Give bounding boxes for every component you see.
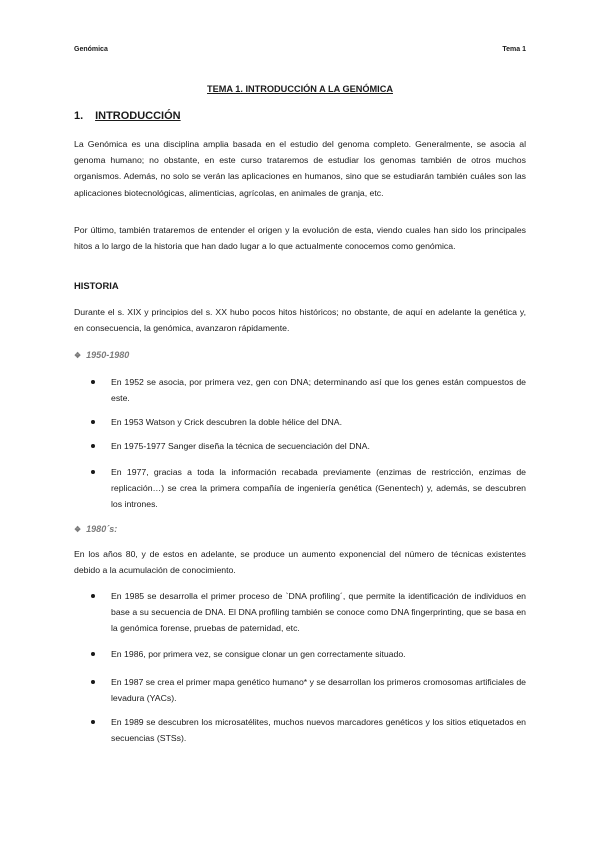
list-item-text: En 1987 se crea el primer mapa genético humano* y se desarrollan los primeros cromosomas artificiales de levadura (YACs). — [111, 677, 526, 704]
period-title: 1950-1980 — [86, 350, 130, 360]
diamond-bullet-icon: ❖ — [74, 351, 82, 360]
bullet-icon — [91, 444, 95, 448]
document-title: TEMA 1. INTRODUCCIÓN A LA GENÓMICA — [207, 84, 393, 94]
list-item-text: En 1977, gracias a toda la información recabada previamente (enzimas de restricción, enzimas de replicación…) se crea la primera compañía de ingeniería genética (Genentech) y, además, se descubren los intrones. — [111, 467, 526, 510]
period-heading-1950-1980 — [74, 350, 129, 360]
historia-paragraph: Durante el s. XIX y principios del s. XX hubo pocos hitos históricos; no obstante, de aquí en adelante la genética y, en consecuencia, la genómica, avanzaron rápidamente. — [74, 307, 526, 334]
section-title: INTRODUCCIÓN — [95, 110, 181, 122]
list-item-text: En 1952 se asocia, por primera vez, gen con DNA; determinando así que los genes están compuestos de este. — [111, 377, 526, 404]
period-heading-1980s — [74, 524, 117, 534]
list-item-text: En 1989 se descubren los microsatélites, muchos nuevos marcadores genéticos y los sitios etiquetados en secuencias (STSs). — [111, 717, 526, 744]
section-heading-introduccion — [74, 110, 181, 122]
header-subject: Genómica — [74, 46, 108, 53]
list-item-text: En 1986, por primera vez, se consigue clonar un gen correctamente situado. — [111, 649, 406, 659]
intro-paragraph-2: Por último, también trataremos de entender el origen y la evolución de esta, viendo cuales han sido los principales hitos a lo largo de la historia que han dado lugar a lo que actualmente conocemos como genómica. — [74, 225, 526, 252]
historia-heading: HISTORIA — [74, 280, 119, 291]
bullet-icon — [91, 680, 95, 684]
bullet-icon — [91, 470, 95, 474]
list-item-text: En 1985 se desarrolla el primer proceso de `DNA profiling´, que permite la identificación de individuos en base a su secuencia de DNA. El DNA profiling también se conoce como DNA fingerprinting, que se basa en la genómica forense, pruebas de paternidad, etc. — [111, 591, 526, 634]
list-item-text: En 1953 Watson y Crick descubren la doble hélice del DNA. — [111, 417, 342, 427]
bullet-icon — [91, 380, 95, 384]
bullet-icon — [91, 652, 95, 656]
period-1980s-intro: En los años 80, y de estos en adelante, se produce un aumento exponencial del número de técnicas existentes debido a la acumulación de conocimiento. — [74, 549, 526, 576]
list-item-text: En 1975-1977 Sanger diseña la técnica de secuenciación del DNA. — [111, 441, 370, 451]
bullet-icon — [91, 420, 95, 424]
period-title: 1980´s: — [86, 524, 118, 534]
intro-paragraph-1: La Genómica es una disciplina amplia basada en el estudio del genoma completo. Generalmente, se asocia al genoma humano; no obstante, en este curso trataremos de estudiar los genomas también de otros muchos organismos. Además, no solo se verán las aplicaciones en humanos, sino que se estudiarán también cuáles son las aplicaciones biotecnológicas, alimenticias, agrícolas, en animales de granja, etc. — [74, 139, 526, 198]
section-number: 1. — [74, 110, 84, 122]
bullet-icon — [91, 720, 95, 724]
diamond-bullet-icon: ❖ — [74, 525, 82, 534]
bullet-icon — [91, 594, 95, 598]
header-topic: Tema 1 — [502, 46, 526, 53]
